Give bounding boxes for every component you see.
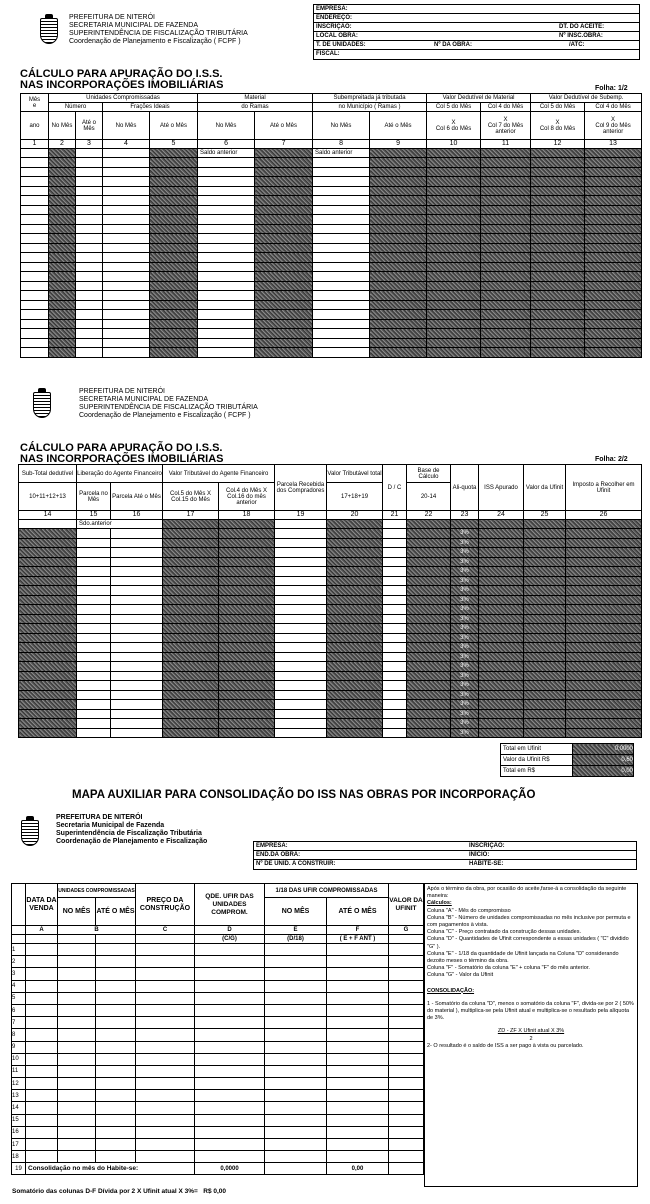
sheet2-folha: Folha: 2/2 (595, 456, 628, 463)
h-atemes3: Até o Mês (255, 112, 313, 140)
info-endereco: ENDEREÇO: (314, 14, 639, 23)
mapa-row: 16 (12, 1126, 424, 1138)
h2-iss: ISS Apurado (479, 465, 524, 511)
sheet1-row (21, 205, 642, 215)
info-box-top (313, 4, 640, 60)
h-nomes2: No Mês (103, 112, 150, 140)
h-unid: Unidades Compromissadas (49, 94, 198, 103)
m-nomes2: NO MÊS (265, 898, 327, 926)
val-ufinit-label: Valor da Ufinit R$ (501, 755, 573, 766)
h2-sum2: 17+18+19 (327, 483, 383, 511)
mapa-row: 12 (12, 1078, 424, 1090)
h-c8: X Col 8 do Mês (531, 112, 585, 140)
sheet2-row: 3% (19, 586, 642, 596)
sheet2-row: 3% (19, 662, 642, 672)
sheet1-row (21, 338, 642, 348)
sheet2-row: 3% (19, 576, 642, 586)
mapa-row: 10 (12, 1053, 424, 1065)
mapa-row: 2 (12, 956, 424, 968)
sheet1-row (21, 177, 642, 187)
m-nomes: NO MÊS (58, 898, 96, 926)
header-block-2: PREFEITURA DE NITERÓI SECRETARIA MUNICIPAL DE FAZENDA SUPERINTENDÊNCIA DE FISCALIZAÇÃO TRIBUTÁRIA Coordenação de Planejamento e Fiscalização ( FCPF ) (79, 388, 258, 419)
tot-ufinit-label: Total em Ufinit (501, 744, 573, 755)
h-material: Material (198, 94, 313, 103)
sheet1-title: CÁLCULO PARA APURAÇÃO DO I.S.S. NAS INCORPORAÇÕES IMOBILIÁRIAS (20, 68, 224, 91)
sheet2-row: 3% (19, 671, 642, 681)
h2-aliq: Ali-quota (451, 465, 479, 511)
sheet2-row: 3% (19, 709, 642, 719)
header-line3: SUPERINTENDÊNCIA DE FISCALIZAÇÃO TRIBUTÁRIA (69, 30, 248, 37)
sheet2-row: 3% (19, 643, 642, 653)
sheet1-colnums: 1 2 3 4 5 6 7 8 9 10 11 12 13 (21, 140, 642, 149)
mapa-row-19: 19 Consolidação no mês do Habite-se: 0,0000 0,00 (12, 1163, 424, 1175)
sheet2-row: 3% (19, 633, 642, 643)
mapa-row: 15 (12, 1114, 424, 1126)
sheet1-saldo-row: Saldo anterior Saldo anterior (21, 149, 642, 158)
sheet1-row (21, 234, 642, 244)
h2-subtotal: Sub-Total dedutível (19, 465, 77, 483)
sheet2-row: 3% (19, 614, 642, 624)
val-ufinit-value: 0,60 (573, 755, 634, 766)
mapa-row: 1 (12, 944, 424, 956)
m-vuf: VALOR DA UFINIT (389, 884, 424, 926)
sheet2-row: 3% (19, 624, 642, 634)
h2-c17: Col.5 do Mês X Col.15 do Mês (163, 483, 219, 511)
h2-imp: Imposto a Recolher em Ufinit (566, 465, 642, 511)
sheet1-table (20, 93, 642, 358)
mapa-row: 13 (12, 1090, 424, 1102)
tot-rs-label: Total em R$ (501, 766, 573, 777)
h-ramos: do Ramas (198, 103, 313, 112)
mapa-row: 18 (12, 1151, 424, 1163)
mapa-body (12, 944, 424, 1163)
sheet2-row: 3% (19, 529, 642, 539)
sheet2-totals (500, 743, 634, 777)
sheet1-folha: Folha: 1/2 (595, 85, 628, 92)
m-atemes2: ATÉ O MÊS (327, 898, 389, 926)
sheet2-row: 3% (19, 595, 642, 605)
h-atemes2: Até o Mês (150, 112, 198, 140)
sheet1-row (21, 158, 642, 168)
sheet2-row: 3% (19, 567, 642, 577)
h-c4b: Col 4 do Mês (585, 103, 642, 112)
mapa-row: 3 (12, 968, 424, 980)
sheet2-row: 3% (19, 728, 642, 738)
niteroi-crest-icon (40, 18, 58, 44)
header-line4: Coordenação de Planejamento e Fiscalização ( FCPF ) (69, 38, 241, 45)
mapa-header: PREFEITURA DE NITERÓI Secretaria Municipal de Fazenda Superintendência de Fiscalização Tributária Coordenação de Planejamento e Fiscalização (56, 814, 208, 845)
h-nomes1: No Mês (49, 112, 76, 140)
h-subemp: Subempreitada já tributada (313, 94, 427, 103)
sheet1-body (21, 158, 642, 358)
sheet1-row (21, 291, 642, 301)
sheet1-row (21, 186, 642, 196)
h-c4: Col 4 do Mês (481, 103, 531, 112)
m-unid: UNIDADES COMPROMISSADAS (58, 884, 136, 898)
header-line1: PREFEITURA DE NITERÓI (69, 14, 155, 21)
h-c5b: Col 5 do Mês (531, 103, 585, 112)
sheet2-row: 3% (19, 605, 642, 615)
h-ano: ano (21, 112, 49, 140)
sheet2-row: 3% (19, 719, 642, 729)
mapa-title: MAPA AUXILIAR PARA CONSOLIDAÇÃO DO ISS NAS OBRAS POR INCORPORAÇÃO (72, 789, 536, 801)
h-vdm: Valor Dedutível de Material (427, 94, 531, 103)
mapa-row: 9 (12, 1041, 424, 1053)
mapa-somatorio: Somatório das colunas D-F Dívida por 2 X Ufinit atual X 3%= R$ 0,00 (12, 1188, 227, 1195)
mapa-info: EMPRESA: INSCRIÇÃO: END.DA OBRA: INÍCIO: Nº DE UNID. A CONSTRUIR: HABITE-SE: (253, 841, 637, 870)
mapa-row: 17 (12, 1139, 424, 1151)
mapa-row: 4 (12, 980, 424, 992)
header-block (69, 14, 248, 46)
info-unidades: T. DE UNIDADES: Nº DA OBRA: /ATC: (314, 41, 639, 50)
mapa-row: 7 (12, 1017, 424, 1029)
h-numero: Número (49, 103, 103, 112)
tot-ufinit-value: 0,0000 (573, 744, 634, 755)
niteroi-crest-icon-2 (33, 392, 51, 418)
mapa-row: 8 (12, 1029, 424, 1041)
h-fracoes: Frações Ideais (103, 103, 198, 112)
h-c6: X Col 6 do Mês (427, 112, 481, 140)
sheet1-row (21, 272, 642, 282)
mapa-row: 6 (12, 1004, 424, 1016)
mapa-row: 11 (12, 1065, 424, 1077)
tot-rs-value: 0,00 (573, 766, 634, 777)
sheet1-row (21, 281, 642, 291)
h-atemes4: Até o Mês (370, 112, 427, 140)
h2-vtt: Valor Tributável total (327, 465, 383, 483)
sheet2-body (19, 529, 642, 738)
h-c5: Col 5 do Mês (427, 103, 481, 112)
mapa-row: 14 (12, 1102, 424, 1114)
mapa-table (11, 883, 424, 1175)
h2-basef: 20-14 (407, 483, 451, 511)
h2-sumf: 10+11+12+13 (19, 483, 77, 511)
sheet2-row: 3% (19, 557, 642, 567)
sheet1-row (21, 243, 642, 253)
h2-c18: Col.4 do Mês X Col.16 do mês anterior (219, 483, 275, 511)
info-inscricao: INSCRIÇÃO: DT. DO ACEITE: (314, 23, 639, 32)
sheet1-row (21, 253, 642, 263)
sheet2-table (18, 464, 642, 738)
sheet2-row: 3% (19, 538, 642, 548)
sheet2-row: 3% (19, 652, 642, 662)
sheet1-row (21, 215, 642, 225)
info-fiscal: FISCAL: (316, 51, 340, 57)
h-nomes4: No Mês (313, 112, 370, 140)
mapa-notes: Após o término da obra, por ocasião do aceite,farse-á a consolidação da seguinte maneira: Cálculos: Coluna "A" - Mês do compromisso Coluna "B" - Número de unidades compromissadas no mês inclusive por permuta e com pagamentos à vista. Coluna "C" - Preço contratado da construção dessas unidades. Coluna "D" - Quantidades de Ufinit correspondente a essas unidades ( "C" dividido "G" ). Coluna "E" - 1/18 da quantidade de Ufinit lançada na Coluna "D" considerando dezoito meses o término da obra. Coluna "F" - Somatório da coluna "E" + coluna "F" do mês anterior. Coluna "G" - Valor da Ufinit CONSOLIDAÇÃO: 1 - Somatório da coluna "D", menos o somatório da coluna "F", divida-se por 2 ( 50% do material ), multiplica-se pela Ufinit atual e multiplica-se o resultado pela alíquota de 3%. ZD - ZF X Ufinit atual X 3% 2 2- O resultado é o saldo de ISS a ser pago à vista ou parcelado. (424, 883, 638, 1187)
h2-dic: D / C (383, 465, 407, 511)
sheet2-colnums: 14 15 16 17 18 19 20 21 22 23 24 25 26 (19, 511, 642, 520)
h-vds: Valor Dedutível de Subemp. (531, 94, 642, 103)
header-line2: SECRETARIA MUNICIPAL DE FAZENDA (69, 22, 199, 29)
h-nomes3: No Mês (198, 112, 255, 140)
h2-parcmes: Parcela no Mês (77, 483, 111, 511)
m-qde: QDE. UFIR DAS UNIDADES COMPROM. (195, 884, 265, 926)
sheet2-row: 3% (19, 700, 642, 710)
sheet1-row (21, 310, 642, 320)
info-empresa: EMPRESA: (314, 5, 639, 14)
sheet1-row (21, 329, 642, 339)
h2-lib: Liberação do Agente Financeiro (77, 465, 163, 483)
m-preco: PREÇO DA CONSTRUÇÃO (136, 884, 195, 926)
h2-parcrec: Parcela Recebida dos Compradores (275, 465, 327, 511)
h-atemes1: Até o Mês (76, 112, 103, 140)
h-c7: X Col 7 do Mês anterior (481, 112, 531, 140)
sheet1-row (21, 224, 642, 234)
sheet2-saldo-row: Sdo.anterior (19, 520, 642, 529)
sheet1-row (21, 319, 642, 329)
info-local: LOCAL OBRA: Nº INSC.OBRA: (314, 32, 639, 41)
sheet1-row (21, 300, 642, 310)
mapa-letters: A B C D E F G (12, 926, 424, 935)
h-nomun: no Município ( Ramas ) (313, 103, 427, 112)
sheet2-row: 3% (19, 690, 642, 700)
mapa-formulas: (C/G) (D/18) ( E + F ANT ) (12, 935, 424, 944)
h2-vuf: Valor da Ufinit (524, 465, 566, 511)
sheet1-row (21, 167, 642, 177)
sheet2-title: CÁLCULO PARA APURAÇÃO DO I.S.S. NAS INCORPORAÇÕES IMOBILIÁRIAS (20, 442, 224, 465)
sheet2-row: 3% (19, 681, 642, 691)
mapa-row: 5 (12, 992, 424, 1004)
h2-parcate: Parcela Até o Mês (111, 483, 163, 511)
h2-base: Base de Cálculo (407, 465, 451, 483)
m-atemes: ATÉ O MÊS (96, 898, 136, 926)
h-mes: Mês e (21, 94, 49, 112)
m-data: DATA DA VENDA (26, 884, 58, 926)
h-c9: X Col 9 do Mês anterior (585, 112, 642, 140)
sheet2-row: 3% (19, 548, 642, 558)
m-118: 1/18 DAS UFIR COMPROMISSADAS (265, 884, 389, 898)
niteroi-crest-icon-3 (21, 820, 39, 846)
h2-vtaf: Valor Tributável do Agente Financeiro (163, 465, 275, 483)
sheet1-row (21, 196, 642, 206)
sheet1-row (21, 348, 642, 358)
sheet1-row (21, 262, 642, 272)
